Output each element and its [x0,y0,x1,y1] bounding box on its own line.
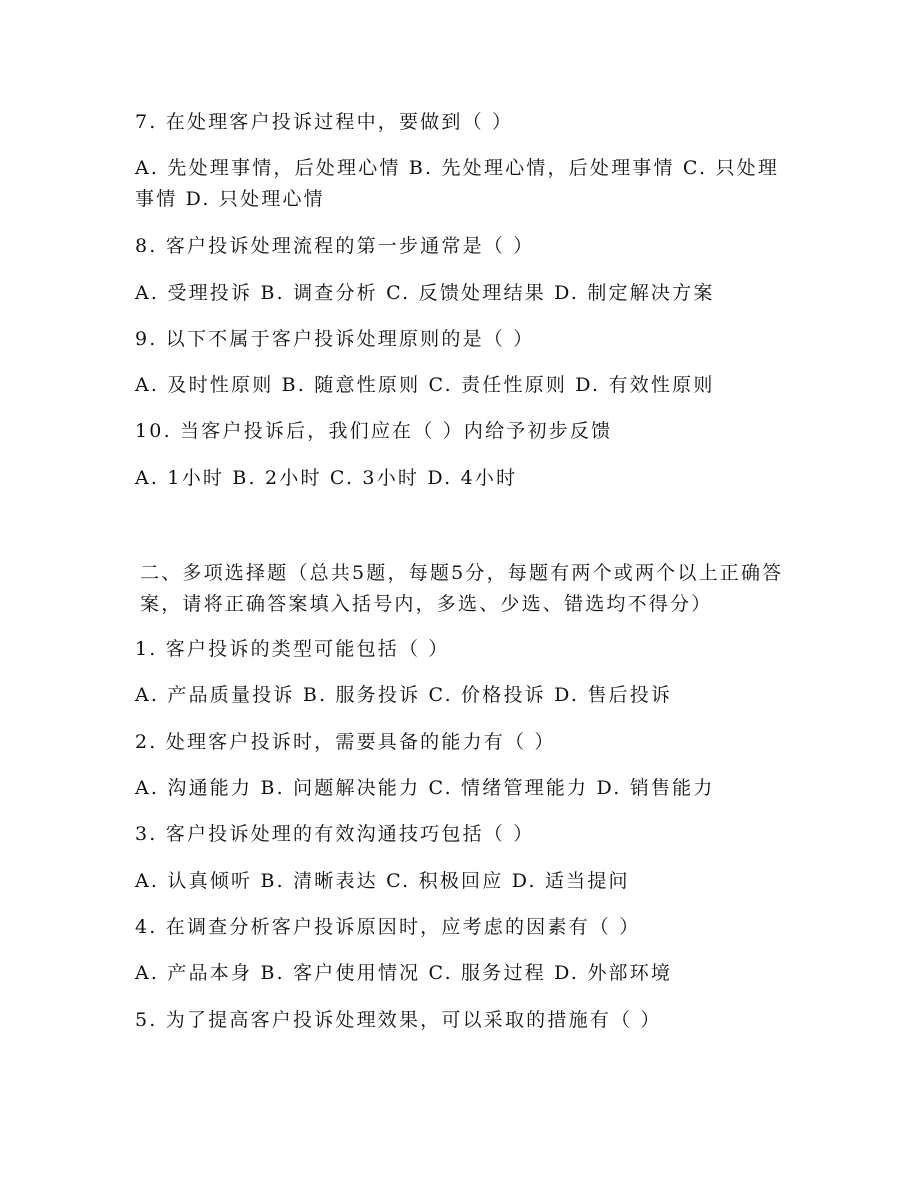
question-9-options: A. 及时性原则 B. 随意性原则 C. 责任性原则 D. 有效性原则 [135,374,715,396]
mc-question-4-options: A. 产品本身 B. 客户使用情况 C. 服务过程 D. 外部环境 [135,962,673,984]
question-10-options: A. 1小时 B. 2小时 C. 3小时 D. 4小时 [135,467,518,489]
mc-question-3: 3. 客户投诉处理的有效沟通技巧包括（ ） [135,823,535,845]
section-title-multiple-choice: 二、多项选择题（总共5题，每题5分，每题有两个或两个以上正确答案，请将正确答案填入括号内，多选、少选、错选均不得分） [140,562,784,615]
mc-question-2: 2. 处理客户投诉时，需要具备的能力有（ ） [135,731,556,753]
mc-question-3-options: A. 认真倾听 B. 清晰表达 C. 积极回应 D. 适当提问 [135,870,630,892]
question-8-options: A. 受理投诉 B. 调查分析 C. 反馈处理结果 D. 制定解决方案 [135,282,715,304]
mc-question-1-options: A. 产品质量投诉 B. 服务投诉 C. 价格投诉 D. 售后投诉 [135,684,673,706]
mc-question-1: 1. 客户投诉的类型可能包括（ ） [135,638,450,660]
mc-question-5: 5. 为了提高客户投诉处理效果，可以采取的措施有（ ） [135,1009,662,1031]
question-7: 7. 在处理客户投诉过程中，要做到（ ） [135,111,514,133]
question-7-options: A. 先处理事情，后处理心情 B. 先处理心情，后处理事情 C. 只处理事情 D. 只处理心情 [135,157,780,210]
mc-question-4: 4. 在调查分析客户投诉原因时，应考虑的因素有（ ） [135,916,641,938]
question-9: 9. 以下不属于客户投诉处理原则的是（ ） [135,328,535,350]
question-10: 10. 当客户投诉后，我们应在（ ）内给予初步反馈 [135,420,613,442]
mc-question-2-options: A. 沟通能力 B. 问题解决能力 C. 情绪管理能力 D. 销售能力 [135,777,715,799]
question-8: 8. 客户投诉处理流程的第一步通常是（ ） [135,235,535,257]
